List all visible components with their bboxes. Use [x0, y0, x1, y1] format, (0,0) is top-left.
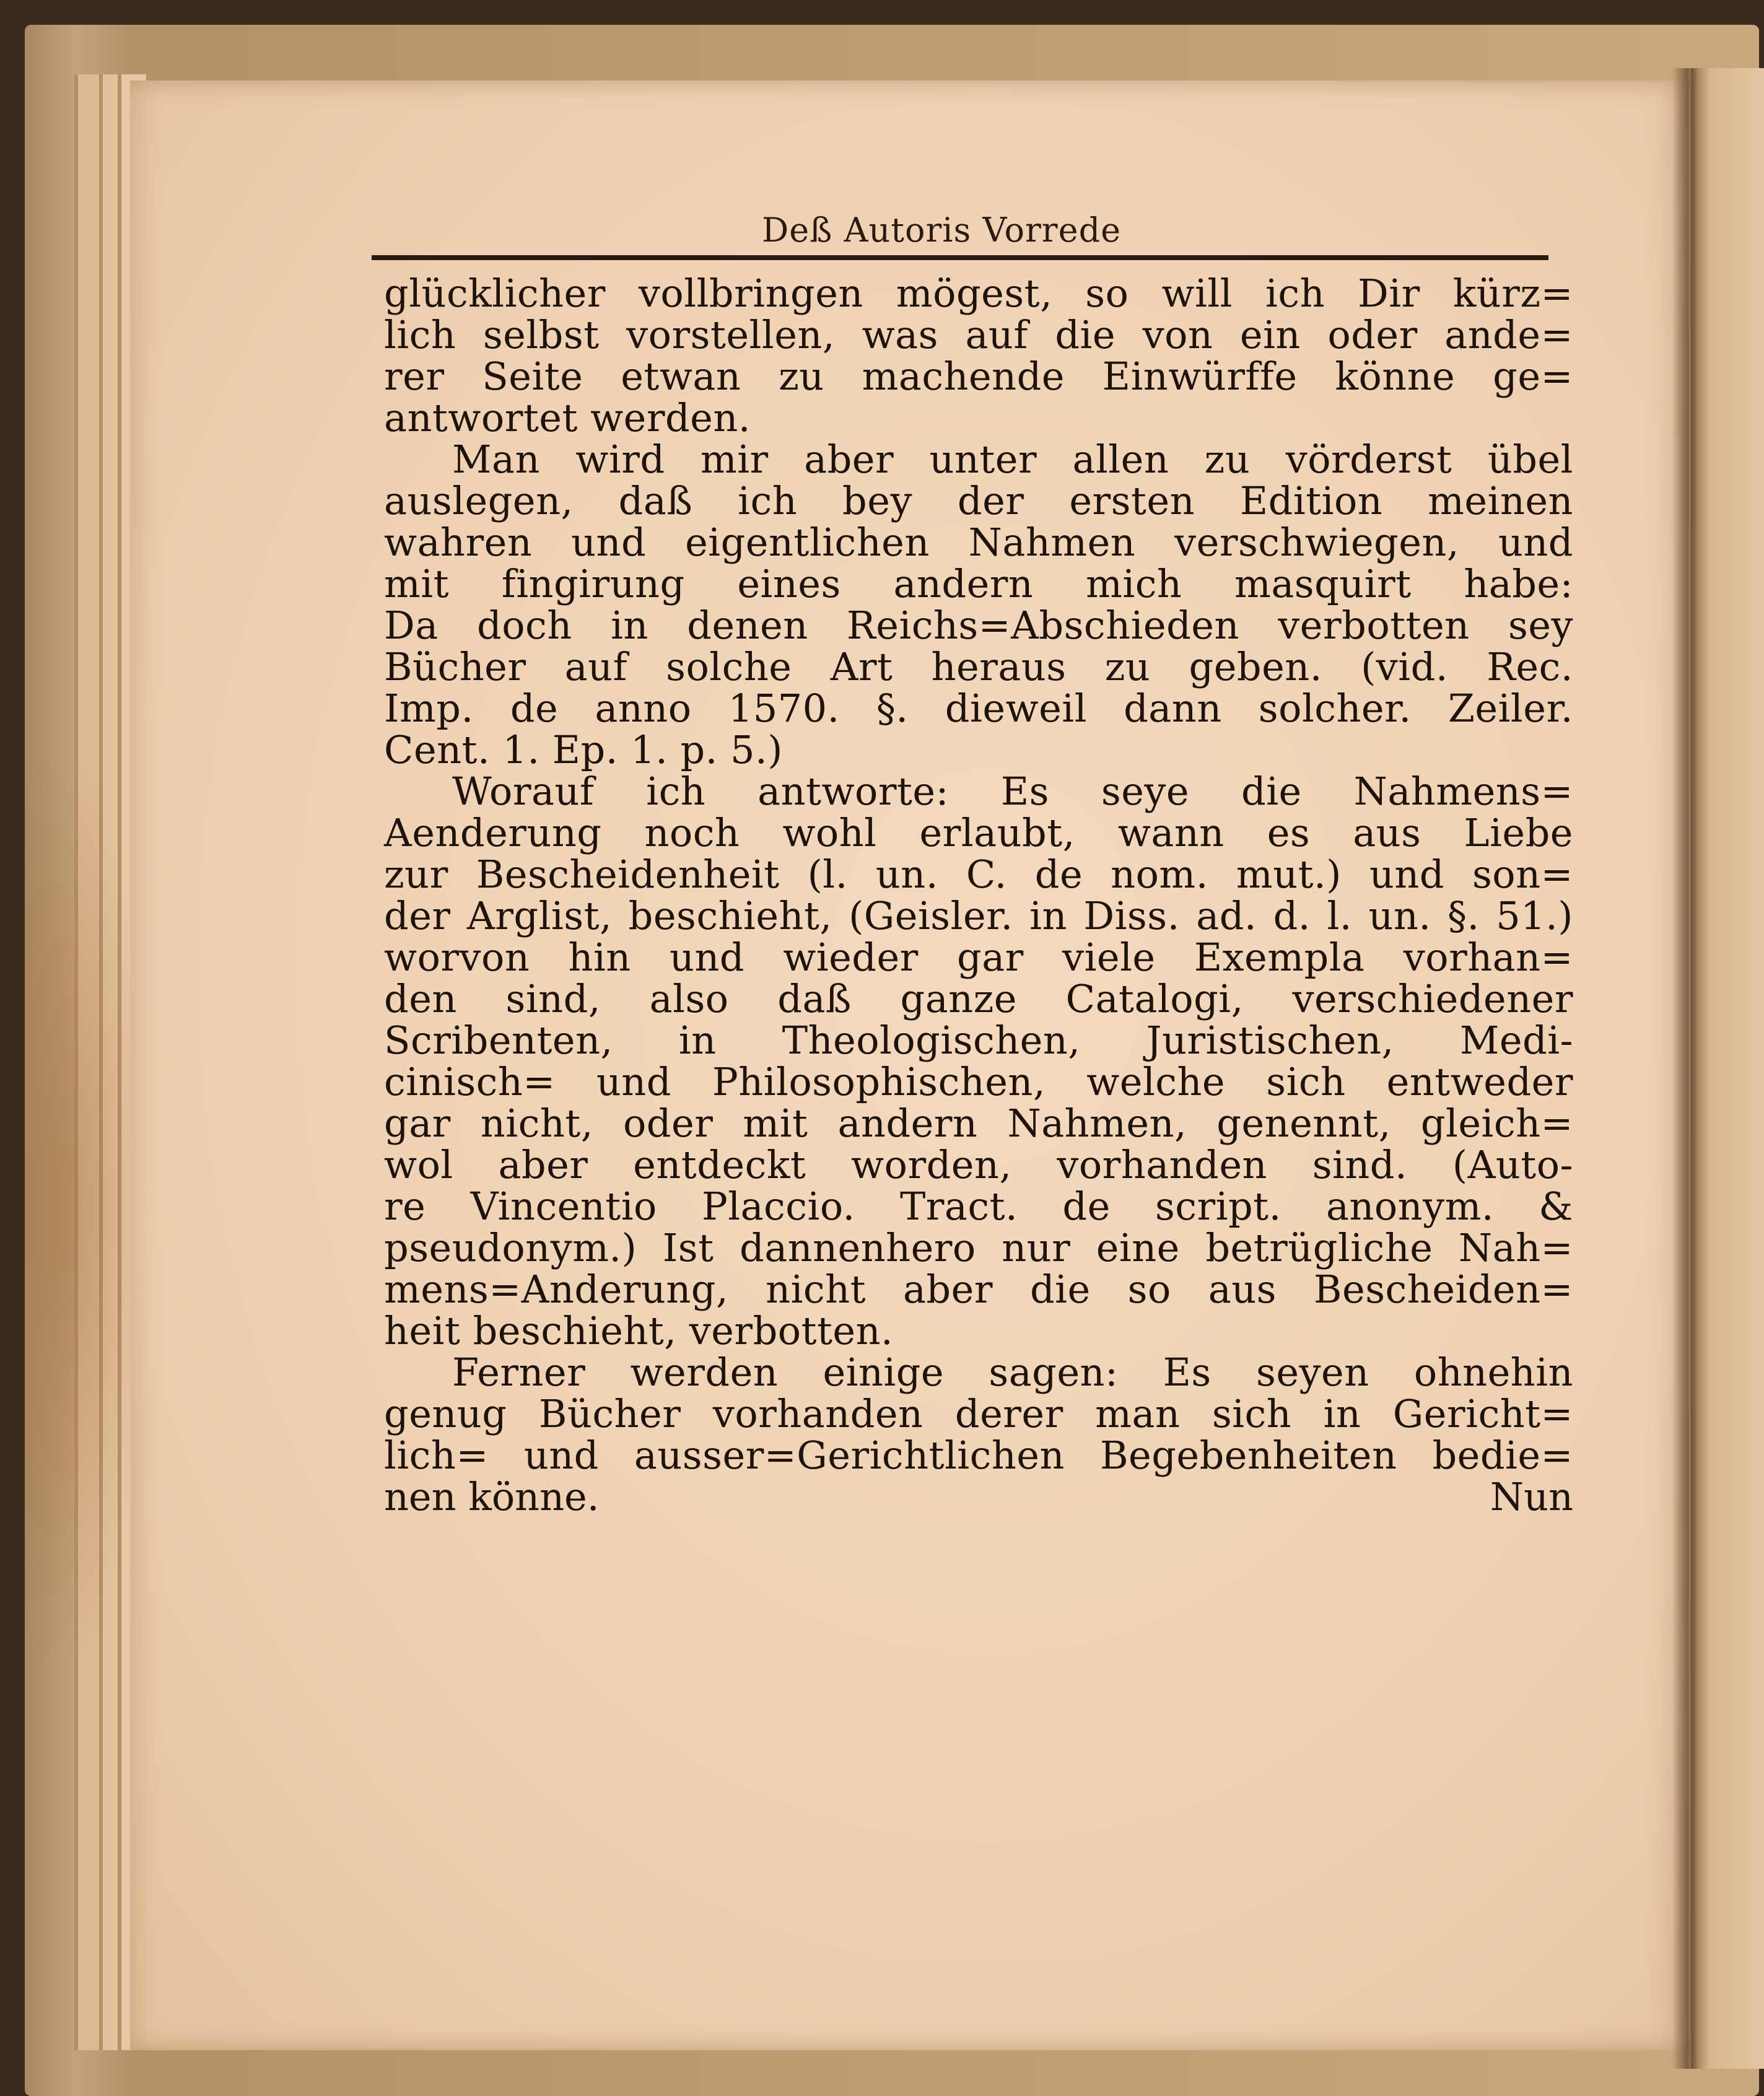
text-line: der Arglist, beschieht, (Geisler. in Diss. ad. d. l. un. §. 51.): [384, 893, 1573, 938]
text-line: lich= und ausser=Gerichtlichen Begebenheiten bedie=: [384, 1433, 1573, 1478]
text-line: wol aber entdeckt worden, vorhanden sind. (Auto-: [384, 1142, 1573, 1187]
text-line: mens=Anderung, nicht aber die so aus Bescheiden=: [384, 1267, 1573, 1312]
text-line: heit beschieht, verbotten.: [384, 1308, 894, 1353]
text-line: wahren und eigentlichen Nahmen verschwiegen, und: [384, 520, 1573, 565]
book-gutter: [1672, 68, 1697, 2069]
text-line: nen könne.: [384, 1474, 600, 1519]
running-head: Deß Autoris Vorrede: [762, 211, 1122, 250]
text-line: Ferner werden einige sagen: Es seyen ohnehin: [452, 1350, 1573, 1395]
text-line: glücklicher vollbringen mögest, so will ich Dir kürz=: [384, 271, 1573, 316]
text-line: worvon hin und wieder gar viele Exempla vorhan=: [384, 935, 1573, 980]
text-line: den sind, also daß ganze Catalogi, verschiedener: [384, 976, 1573, 1021]
text-line: Da doch in denen Reichs=Abschieden verbotten sey: [384, 603, 1573, 648]
text-line: cinisch= und Philosophischen, welche sich entweder: [384, 1059, 1573, 1104]
text-line: mit fingirung eines andern mich masquirt habe:: [384, 561, 1573, 606]
header-rule: [372, 255, 1548, 260]
text-line: lich selbst vorstellen, was auf die von ein oder ande=: [384, 312, 1573, 357]
text-line: Man wird mir aber unter allen zu vörderst übel: [452, 437, 1573, 482]
text-line: Imp. de anno 1570. §. dieweil dann solcher. Zeiler.: [384, 686, 1573, 731]
text-line: antwortet werden.: [384, 395, 751, 440]
text-line: Worauf ich antworte: Es seye die Nahmens=: [452, 769, 1573, 814]
text-line: genug Bücher vorhanden derer man sich in Gericht=: [384, 1391, 1573, 1436]
text-line: Bücher auf solche Art heraus zu geben. (vid. Rec.: [384, 644, 1573, 689]
text-line: rer Seite etwan zu machende Einwürffe könne ge=: [384, 354, 1573, 399]
text-line: auslegen, daß ich bey der ersten Edition meinen: [384, 478, 1573, 523]
text-line: gar nicht, oder mit andern Nahmen, genennt, gleich=: [384, 1101, 1573, 1146]
text-line: re Vincentio Placcio. Tract. de script. anonym. &: [384, 1184, 1573, 1229]
text-line: pseudonym.) Ist dannenhero nur eine betrügliche Nah=: [384, 1225, 1573, 1270]
text-line: Aenderung noch wohl erlaubt, wann es aus Liebe: [384, 810, 1573, 855]
text-line: Cent. 1. Ep. 1. p. 5.): [384, 727, 783, 772]
body-text: [384, 273, 1573, 1517]
final-line: [384, 1476, 1573, 1517]
text-line: Scribenten, in Theologischen, Juristischen, Medi-: [384, 1018, 1573, 1063]
catchword: Nun: [1490, 1474, 1573, 1519]
facing-page-edge: [1691, 68, 1764, 2069]
text-line: zur Bescheidenheit (l. un. C. de nom. mut.) und son=: [384, 852, 1573, 897]
